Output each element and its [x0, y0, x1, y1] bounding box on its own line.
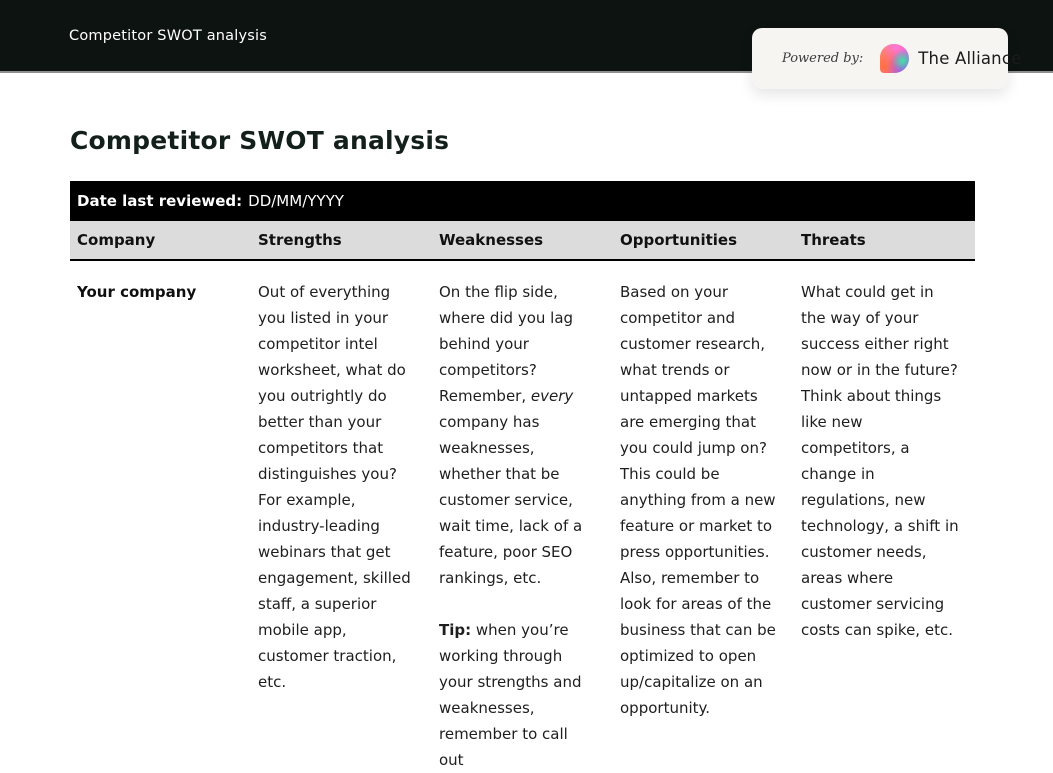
cell-weaknesses — [432, 270, 613, 773]
column-header-strengths: Strengths — [258, 231, 342, 249]
page-title: Competitor SWOT analysis — [70, 126, 450, 155]
weaknesses-text: On the flip side, where did you lag behind your competitors? Remember, — [439, 283, 574, 405]
tip-text: when you’re working through your strengths and weaknesses, remember to call out — [439, 621, 582, 769]
table-row-your-company — [70, 261, 975, 773]
alliance-logo-icon — [880, 44, 909, 73]
swot-table — [70, 181, 975, 773]
opportunities-paragraph: Based on your competitor and customer research, what trends or untapped markets are emerging that you could jump on? This could be anything from a new feature or market to press opportunities. Also, remember to look for areas of the business that can be optimized to open up/capitalize on an opportunity. — [620, 283, 776, 717]
table-header-row — [70, 221, 975, 261]
date-last-reviewed-bar — [70, 181, 975, 221]
column-header-company: Company — [77, 231, 156, 249]
column-header-opportunities: Opportunities — [620, 231, 738, 249]
weaknesses-tip-paragraph — [439, 617, 597, 773]
cell-threats — [794, 270, 975, 643]
weaknesses-paragraph-1 — [439, 279, 597, 591]
tip-label: Tip: — [439, 621, 472, 639]
powered-by-label: Powered by: — [782, 51, 864, 66]
date-last-reviewed-label: Date last reviewed: — [77, 192, 243, 210]
main-content — [0, 73, 1053, 773]
cell-opportunities — [613, 270, 794, 721]
strengths-paragraph: Out of everything you listed in your competitor intel worksheet, what do you outrightly do better than your competitors that distinguishes you? For example, industry-leading webinars that get engagement, skilled staff, a superior mobile app, customer traction, etc. — [258, 283, 411, 691]
column-header-threats: Threats — [801, 231, 866, 249]
powered-by-card[interactable] — [752, 28, 1022, 89]
cell-strengths — [251, 270, 432, 695]
app-title: Competitor SWOT analysis — [69, 27, 268, 44]
column-header-weaknesses: Weaknesses — [439, 231, 544, 249]
cell-company: Your company — [77, 283, 197, 301]
weaknesses-text-after: company has weaknesses, whether that be customer service, wait time, lack of a feature, poor SEO rankings, etc. — [439, 413, 583, 587]
powered-by-brand-name: The Alliance — [918, 49, 1022, 68]
date-last-reviewed-value: DD/MM/YYYY — [248, 192, 344, 210]
threats-paragraph: What could get in the way of your success either right now or in the future? Think about things like new competitors, a change in regulations, new technology, a shift in customer needs, areas where customer servicing costs can spike, etc. — [801, 283, 959, 639]
weaknesses-italic-word: every — [530, 387, 574, 405]
